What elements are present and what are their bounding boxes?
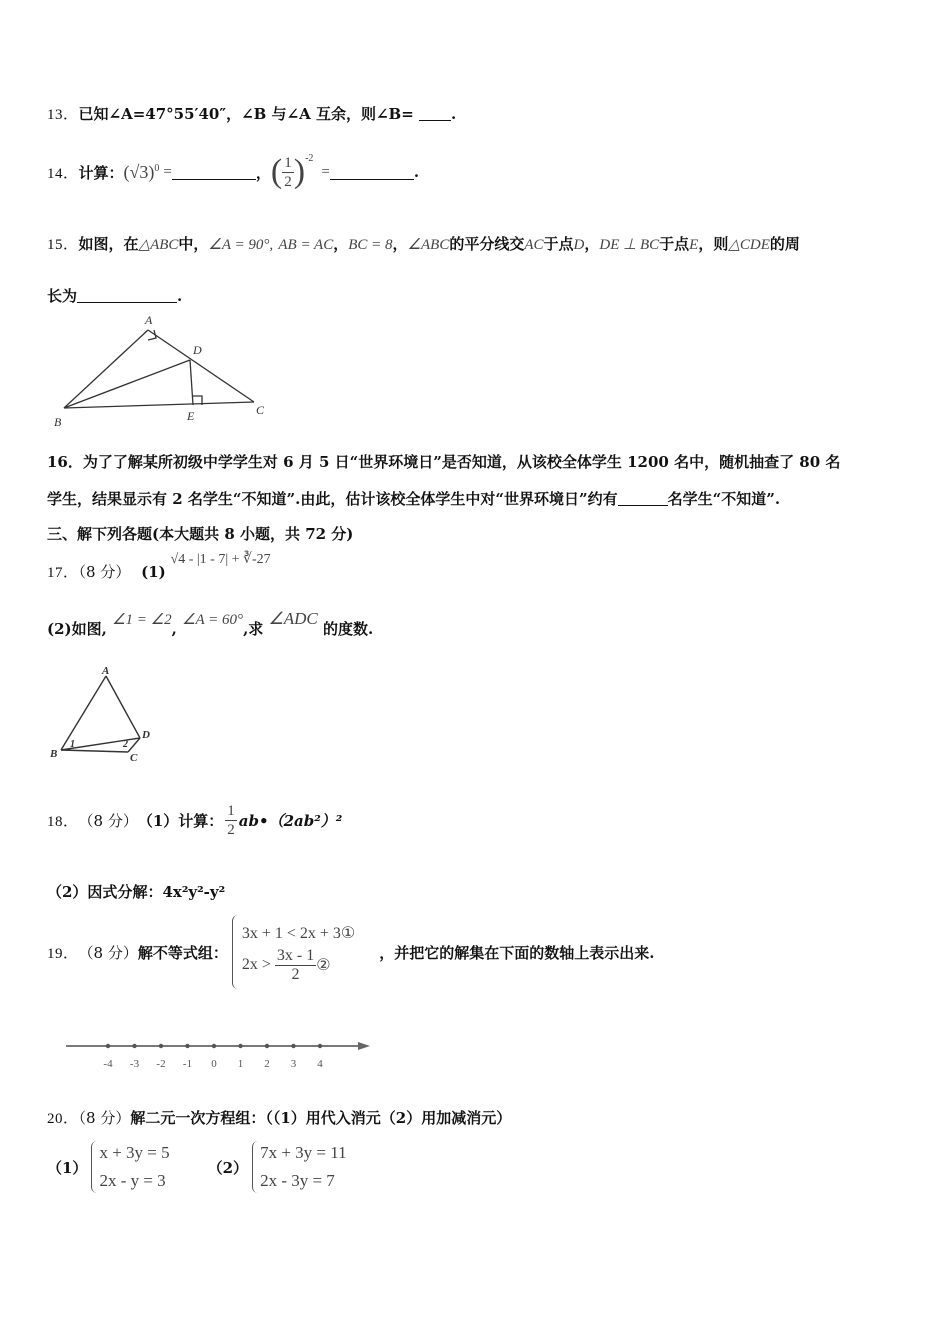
q20-part1: （1） (47, 1158, 88, 1177)
q17-seg-bc (61, 750, 128, 752)
q15-t3: 的平分线交 (449, 235, 525, 253)
q14 (47, 150, 419, 194)
q17-label-d: D (142, 729, 150, 741)
q15-line2-text: 长为 (47, 287, 78, 305)
q14-expr2-num: 1 (284, 154, 292, 171)
q14-eq1: = (163, 163, 172, 180)
q19-axis-tick (132, 1044, 136, 1048)
q19-axis-tick (106, 1044, 110, 1048)
q16-line2 (47, 488, 780, 509)
q13-number: 13． (47, 107, 79, 123)
q15-bc: BC = 8 (348, 237, 393, 253)
q20-score: （8 分） (78, 1109, 131, 1127)
q15-cde: △CDE (728, 237, 770, 253)
q15-c1: ， (333, 235, 349, 253)
q18-score: （8 分） (78, 811, 138, 830)
q15-label-d: D (193, 343, 202, 357)
q15-angle-a: ∠A = 90°, (208, 237, 274, 253)
q20-number: 20． (47, 1111, 79, 1127)
q15-label-b: B (54, 415, 62, 429)
q20-title: 解二元一次方程组：（（1）用代入消元（2）用加减消元） (130, 1109, 512, 1127)
q17-part1: (1) (141, 563, 166, 581)
q17-label-a: A (102, 665, 110, 677)
q15-label-e: E (187, 409, 195, 423)
q19-eq1: 3x + 1 < 2x + 3① (241, 924, 356, 942)
q15-answer-blank[interactable] (77, 288, 177, 303)
q17-label-2: 2 (123, 739, 128, 750)
q20-s1b: 2x - y = 3 (99, 1171, 166, 1190)
q14-eq2: = (321, 163, 330, 180)
q19-axis-label: -1 (182, 1058, 193, 1070)
q17-cond2: ∠A = 60° (182, 612, 244, 628)
q20-s1a: x + 3y = 5 (99, 1143, 170, 1162)
q17-label-b: B (50, 748, 58, 760)
q17-part2: (2)如图, (47, 620, 107, 638)
q15-line2 (47, 285, 182, 306)
q15-line1 (47, 233, 800, 254)
q19 (47, 912, 655, 992)
section-3-heading: 三、解下列各题(本大题共 8 小题，共 72 分) (47, 525, 354, 543)
q18-line1 (47, 796, 342, 844)
q19-axis-label: 0 (211, 1058, 217, 1070)
q15-tri: △ABC (138, 237, 179, 253)
q17-cond1: ∠1 = ∠2 (112, 612, 172, 628)
q15-end: . (177, 287, 183, 305)
q17-figure (48, 664, 158, 764)
q19-axis-tick (159, 1044, 163, 1048)
q14-answer-blank-1[interactable] (172, 165, 256, 180)
q18-frac-den: 2 (227, 821, 235, 838)
q18-line2: （2）因式分解：4x²y²-y² (47, 883, 226, 901)
q20-line1 (47, 1107, 511, 1128)
q15-seg-bd (64, 360, 190, 408)
q15-c2: ， (392, 235, 408, 253)
q20-systems (47, 1138, 347, 1196)
q20-s2a: 7x + 3y = 11 (260, 1143, 347, 1162)
q19-label: 解不等式组： (137, 943, 228, 962)
q17-expr: √4 - |1 - 7| + ∛-27 (170, 552, 271, 567)
q14-number: 14． (47, 165, 79, 182)
q17-label-c: C (130, 752, 138, 764)
q15-t5: 于点 (659, 235, 690, 253)
q19-eq2-den: 2 (291, 965, 300, 983)
q18-number: 18． (47, 813, 79, 830)
q17-comma1: , (171, 620, 177, 638)
q20-system2 (252, 1139, 347, 1195)
q20-brace2 (252, 1141, 258, 1193)
q19-eq2 (242, 947, 355, 984)
q15-seg-bc (64, 402, 254, 408)
q19-eq2-pre: 2x > (241, 956, 271, 973)
q19-axis-tick (265, 1044, 269, 1048)
q19-axis-label: 2 (264, 1058, 270, 1070)
q19-brace (232, 915, 239, 989)
q15-number: 15． (47, 237, 79, 253)
q19-after: ，并把它的解集在下面的数轴上表示出来. (379, 943, 655, 962)
q18-part1: （1）计算： (137, 811, 224, 830)
q19-axis-tick (185, 1044, 189, 1048)
q17-t: ,求 (243, 620, 264, 638)
q17-line1 (47, 552, 271, 582)
q16-answer-blank[interactable] (618, 491, 668, 506)
q15-label-c: C (256, 403, 265, 417)
q20-part2: （2） (207, 1158, 249, 1177)
q15-t2: 中， (178, 235, 209, 253)
q14-expr2: ( $\frac{1}{2}$ ) $^{-2}$ (270, 153, 314, 190)
q19-number: 19． (47, 945, 79, 962)
q15-t1: 如图，在 (78, 235, 139, 253)
q15-t7: 的周 (769, 235, 800, 253)
q18-frac (225, 802, 237, 839)
q17-target: ∠ADC (268, 609, 318, 628)
q13 (47, 103, 456, 124)
q20-system1 (91, 1139, 169, 1195)
q15-figure (50, 310, 280, 432)
q17-label-1: 1 (70, 739, 75, 750)
q15-t4: 于点 (543, 235, 574, 253)
q19-axis-label: -2 (156, 1058, 166, 1070)
q14-expr1-base: √3 (129, 161, 149, 182)
q19-axis-label: 1 (237, 1058, 244, 1070)
q20-s2b: 2x - 3y = 7 (260, 1171, 335, 1190)
q14-label: 计算： (78, 163, 124, 182)
q17-end: 的度数. (323, 620, 374, 638)
q15-e: E (689, 237, 699, 253)
q13-end: . (451, 105, 457, 123)
q19-eq2-num: 3x - 1 (276, 946, 315, 964)
q15-seg-ac (148, 330, 254, 402)
q15-ab: AB = AC (278, 237, 334, 253)
q15-seg-ab (64, 330, 148, 408)
q18-frac-num: 1 (227, 802, 235, 819)
q15-t6: ，则 (698, 235, 729, 253)
q14-answer-blank-2[interactable] (330, 165, 414, 180)
q15-d: D (573, 237, 585, 253)
q17-number: 17． (47, 565, 79, 581)
q19-axis-label: 4 (317, 1058, 323, 1070)
q17-seg-ad (106, 676, 140, 738)
q17-line2 (47, 609, 374, 639)
q19-axis-tick (238, 1044, 242, 1048)
q14-expr1-exp: 0 (154, 162, 160, 174)
q20-brace1 (91, 1141, 97, 1193)
q15-ac: AC (524, 237, 544, 253)
q16-line2b: 名学生“不知道”. (667, 490, 781, 508)
q15-seg-de (190, 360, 193, 405)
q19-axis-arrow (358, 1042, 370, 1050)
q14-sep: ， (255, 163, 271, 182)
q16-line1: 16．为了了解某所初级中学学生对 6 月 5 日“世界环境日”是否知道，从该校全体学生 1200 名中，随机抽查了 80 名 (47, 453, 841, 471)
q19-system (232, 915, 355, 989)
q17-score: （8 分） (78, 563, 131, 581)
q19-score: （8 分） (78, 943, 138, 962)
q15-label-a: A (145, 313, 153, 327)
q15-c3: ， (584, 235, 600, 253)
q19-axis-label: 3 (290, 1058, 297, 1070)
q14-expr2-exp: -2 (305, 153, 314, 164)
q19-axis-tick (212, 1044, 216, 1048)
q19-eq2-mark: ② (316, 957, 331, 974)
q14-expr1: $(√3)^0$ (123, 161, 160, 182)
q19-axis-tick (318, 1044, 322, 1048)
q13-text: 已知∠A=47°55′40″，∠B 与∠A 互余，则∠B= (78, 105, 414, 123)
q15-abc: ∠ABC (407, 237, 450, 253)
q19-number-line (62, 1035, 374, 1075)
q19-axis-label: -3 (129, 1058, 140, 1070)
q13-answer-blank[interactable] (419, 106, 451, 121)
q16-line2a: 学生，结果显示有 2 名学生“不知道”.由此，估计该校全体学生中对“世界环境日”约有 (47, 490, 618, 508)
q14-expr2-den: 2 (284, 173, 292, 190)
q19-axis-label: -4 (103, 1058, 113, 1070)
q17-seg-ab (61, 676, 106, 750)
q15-de: DE ⊥ BC (599, 237, 660, 253)
q18-expr: ab•（2ab²）² (238, 811, 343, 830)
q19-axis-tick (291, 1044, 295, 1048)
q14-end: . (413, 163, 420, 181)
